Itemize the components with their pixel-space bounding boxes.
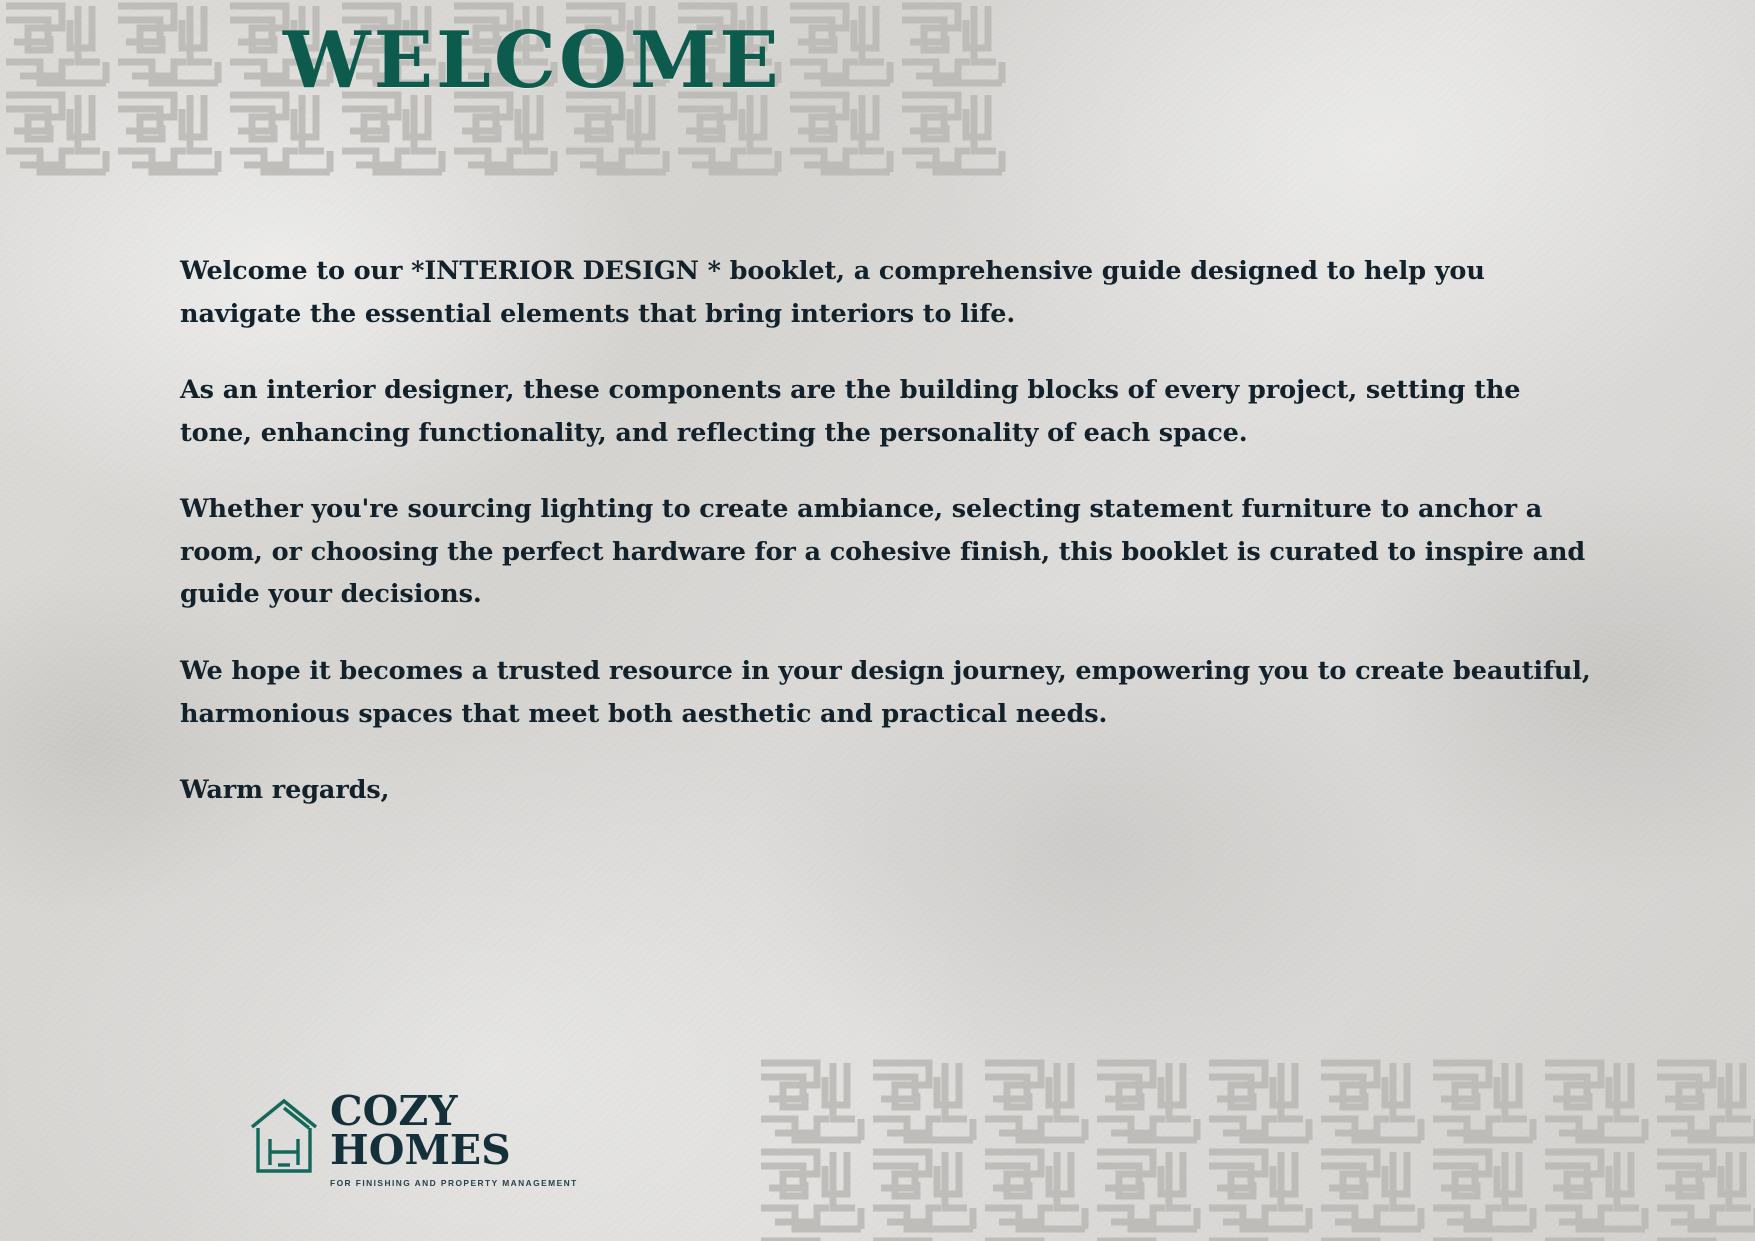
paragraph-3: Whether you're sourcing lighting to create ambiance, selecting statement furniture to anchor a room, or choosing the perfect hardware for a cohesive finish, this booklet is curated to inspire and guide your decisions. (180, 494, 1586, 610)
welcome-letter-body (180, 250, 1600, 812)
brand-tagline: FOR FINISHING AND PROPERTY MANAGEMENT (330, 1177, 578, 1188)
paragraph-4: We hope it becomes a trusted resource in your design journey, empowering you to create beautiful, harmonious spaces that meet both aesthetic and practical needs. (180, 656, 1591, 729)
brand-word-homes: HOMES (330, 1126, 511, 1175)
greek-key-band-bottom-icon (755, 1057, 1755, 1241)
paragraph-1: Welcome to our *INTERIOR DESIGN * booklet, a comprehensive guide designed to help you navigate the essential elements that bring interiors to life. (180, 256, 1485, 329)
house-with-h-icon (248, 1095, 320, 1175)
brand-wordmark (330, 1087, 578, 1188)
page-title: WELCOME (283, 15, 782, 106)
brand-logo (248, 1087, 578, 1212)
signoff: Warm regards, (180, 775, 390, 806)
paragraph-2: As an interior designer, these components are the building blocks of every project, setting the tone, enhancing functionality, and reflecting the personality of each space. (180, 375, 1521, 448)
brand-word-cozy: COZY (330, 1087, 458, 1135)
